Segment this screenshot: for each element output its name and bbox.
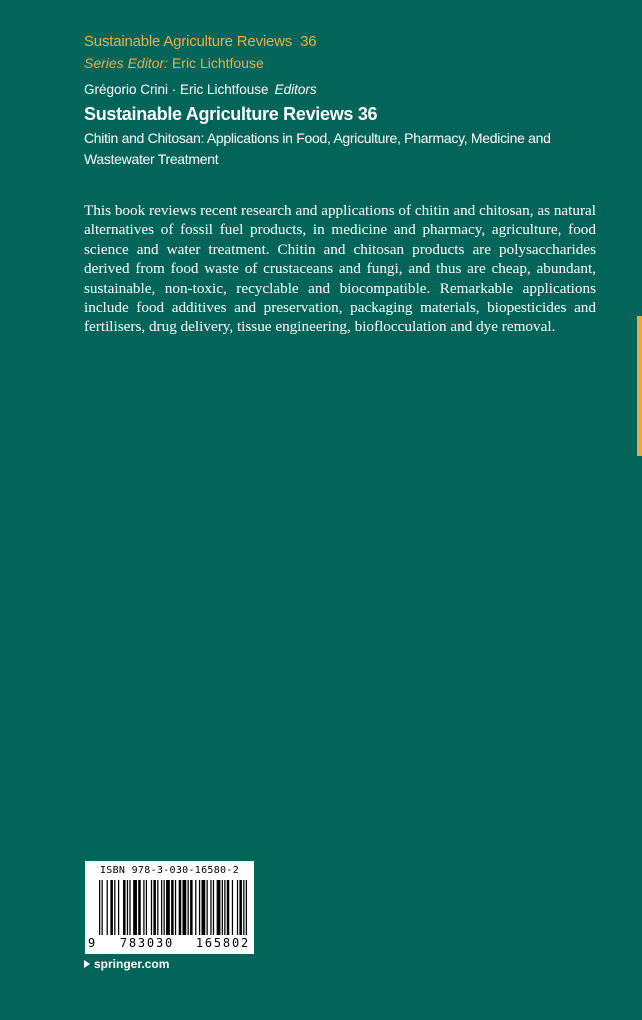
- barcode-digits: [88, 936, 250, 950]
- book-description: This book reviews recent research and applications of chitin and chitosan, as natural alternatives of fossil fuel products, in medicine and pharmacy, agriculture, food science and water treatment. Chitin and chitosan products are polysaccharides derived from food waste of crustaceans and fungi, and thus are cheap, abundant, sustainable, non-toxic, recyclable and biocompatible. Remarkable applications include food additives and preservation, packaging materials, biopesticides and fertilisers, drug delivery, tissue engineering, bioflocculation and dye removal.: [84, 202, 596, 336]
- editors-role: Editors: [274, 82, 317, 97]
- series-editor: [84, 55, 264, 71]
- barcode-digit-lead: 9: [88, 936, 96, 950]
- spine-accent-strip: [637, 316, 642, 456]
- springer-link-label: springer.com: [94, 957, 170, 971]
- barcode-bars: [99, 880, 247, 935]
- series-editor-label: Series Editor:: [84, 55, 169, 71]
- barcode-digit-group-2: 165802: [195, 936, 250, 950]
- arrow-right-icon: [84, 960, 90, 968]
- series-name: Sustainable Agriculture Reviews: [84, 33, 293, 50]
- book-subtitle: Chitin and Chitosan: Applications in Food, Agriculture, Pharmacy, Medicine and Wastewater Treatment: [84, 130, 551, 167]
- editors-names: Grégorio Crini · Eric Lichtfouse: [84, 82, 269, 97]
- barcode-digit-group-1: 783030: [119, 936, 174, 950]
- isbn-number: ISBN 978-3-030-16580-2: [99, 865, 240, 876]
- series-title: [84, 33, 316, 50]
- isbn-barcode: [85, 861, 254, 954]
- book-title: Sustainable Agriculture Reviews 36: [84, 104, 378, 124]
- series-editor-name: Eric Lichtfouse: [171, 55, 264, 71]
- book-editors: [84, 82, 317, 97]
- series-number: 36: [300, 33, 317, 50]
- springer-link[interactable]: [84, 957, 169, 971]
